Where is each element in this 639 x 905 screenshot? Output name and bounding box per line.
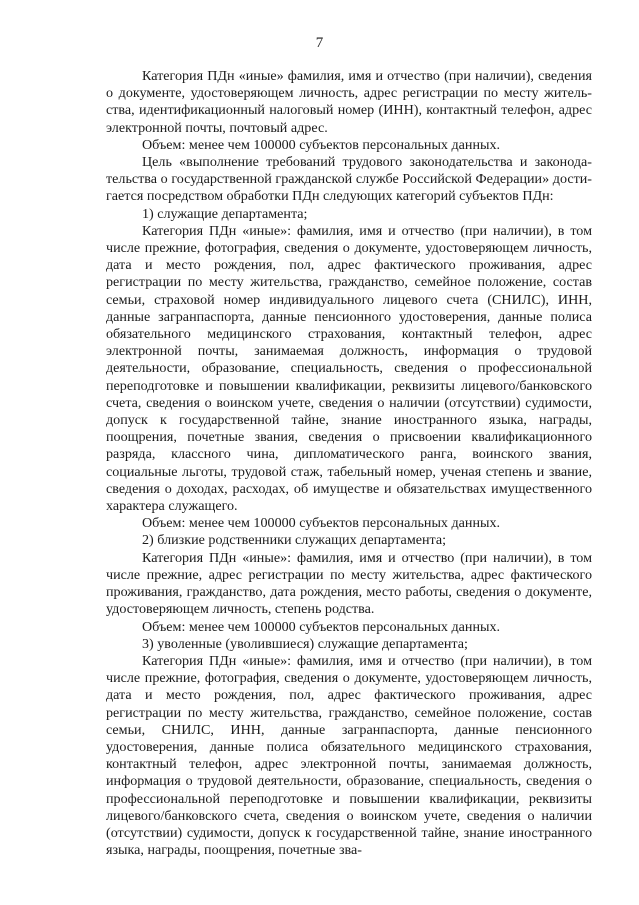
- page-number: 7: [315, 35, 324, 51]
- paragraph-category-general: Категория ПДн «иные» фамилия, имя и отчество (при наличии), сведения о документе, удостоверяющем личность, адрес регистрации по месту жительства, идентификационный налоговый номер (ИНН), контактный телефон, адрес электронной почты, почтовый адрес.: [106, 68, 592, 136]
- list-item-relatives: 2) близкие родственники служащих департамента;: [142, 532, 447, 549]
- paragraph-volume: Объем: менее чем 100000 субъектов персональных данных.: [142, 136, 501, 153]
- paragraph-volume: Объем: менее чем 100000 субъектов персональных данных.: [142, 515, 501, 532]
- paragraph-volume: Объем: менее чем 100000 субъектов персональных данных.: [142, 618, 501, 635]
- document-body: [106, 68, 592, 859]
- paragraph-category-employees: Категория ПДн «иные»: фамилия, имя и отчество (при наличии), в том числе прежние, фотография, сведения о документе, удостоверяющем личность, дата и место рождения, пол, адрес фактического проживания, адрес регистрации по месту жительства, гражданство, семейное положение, состав семьи, страховой номер индивидуального лицевого счета (СНИЛС), ИНН, данные загранпаспорта, данные пенсионного удостоверения, данные полиса обязательного медицинского страхования, контактный телефон, адрес электронной почты, занимаемая должность, информация о трудовой деятельности, образование, специальность, сведения о профессиональной переподготовке и повышении квалификации, реквизиты лицевого/банковского счета, сведения о воинском учете, сведения о наличии (отсутствии) судимости, допуск к государственной тайне, знание иностранного языка, награды, поощрения, почетные звания, сведения о присвоении квалификационного разряда, классного чина, дипломатического ранга, воинского звания, социальные льготы, трудовой стаж, табельный номер, ученая степень и звание, сведения о доходах, расходах, об имуществе и обязательствах имущественного характера служащего.: [106, 222, 592, 515]
- paragraph-category-dismissed: Категория ПДн «иные»: фамилия, имя и отчество (при наличии), в том числе прежние, фотография, сведения о документе, удостоверяющем личность, дата и место рождения, пол, адрес фактического проживания, адрес регистрации по месту жительства, гражданство, семейное положение, состав семьи, СНИЛС, ИНН, данные загранпаспорта, данные пенсионного удостоверения, данные полиса обязательного медицинского страхования, контактный телефон, адрес электронной почты, занимаемая должность, информация о трудовой деятельности, образование, специальность, сведения о профессиональной переподготовке и повышении квалификации, реквизиты лицевого/банковского счета, сведения о воинском учете, сведения о наличии (отсутствии) судимости, допуск к государственной тайне, знание иностранного языка, награды, поощрения, почетные зва-: [106, 652, 592, 859]
- list-item-dismissed: 3) уволенные (уволившиеся) служащие департамента;: [142, 635, 468, 652]
- paragraph-category-relatives: Категория ПДн «иные»: фамилия, имя и отчество (при наличии), в том числе прежние, адрес регистрации по месту жительства, адрес фактического проживания, гражданство, дата рождения, место работы, сведения о документе, удостоверяющем личность, степень родства.: [106, 549, 592, 618]
- paragraph-purpose: Цель «выполнение требований трудового законодательства и законодательства о государственной гражданской службе Российской Федерации» достигается посредством обработки ПДн следующих категорий субъектов ПДн:: [106, 154, 592, 205]
- list-item-employees: 1) служащие департамента;: [142, 205, 308, 222]
